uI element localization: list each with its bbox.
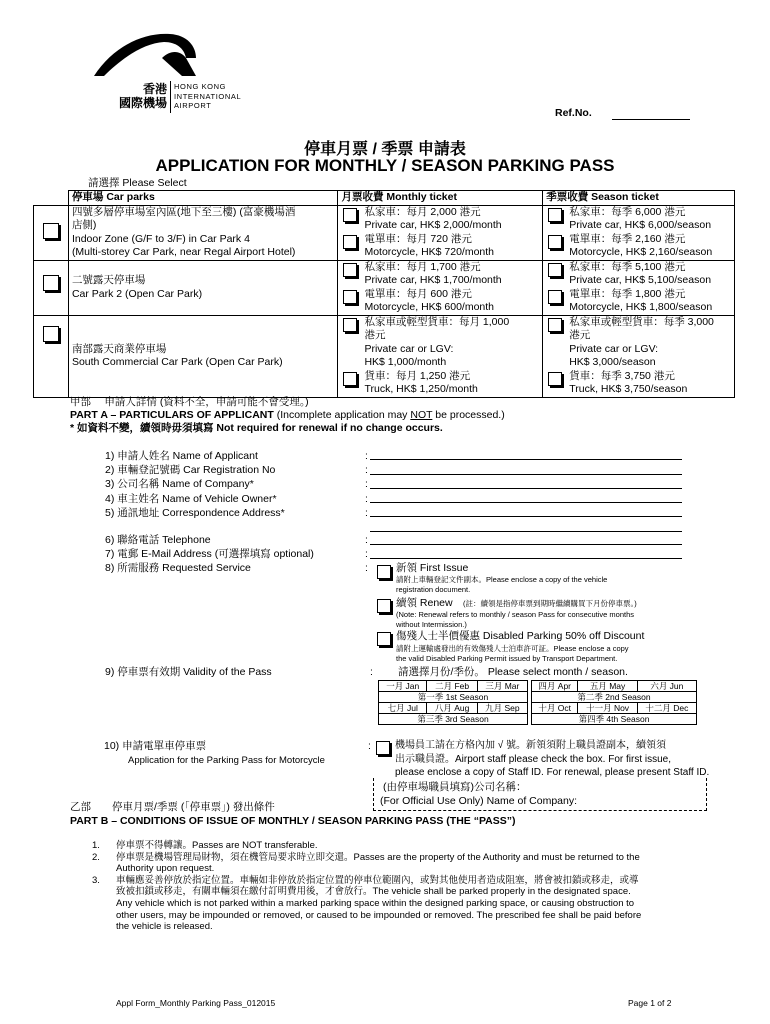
carpark4-checkbox[interactable]	[43, 223, 59, 239]
carpark2-cell	[68, 260, 338, 315]
colon: :	[365, 562, 368, 575]
disabled-discount-note	[396, 644, 629, 664]
moto-label-en: Application for the Parking Pass for Motorcycle	[128, 755, 325, 766]
price-line: 貨車：每季 3,750 港元	[569, 369, 675, 382]
note-line: 請附上車輛登記文件副本。Please enclose a copy of the vehicle	[396, 575, 608, 584]
carpark4-season-cell	[543, 205, 735, 260]
renew-checkbox[interactable]	[377, 599, 391, 613]
title-en: APPLICATION FOR MONTHLY / SEASON PARKING PASS	[155, 156, 615, 175]
condition-number: 3.	[92, 874, 100, 886]
renew-note-line1: (註：續領是指停車票到期時繼續購買下月份停車票。)	[463, 599, 637, 608]
carpark4-monthly-cell	[338, 205, 543, 260]
footer-page-number: Page 1 of 2	[628, 998, 672, 1008]
month-mar-cell[interactable]: 三月 Mar	[477, 681, 527, 692]
footer-form-id: Appl Form_Monthly Parking Pass_012015	[116, 998, 276, 1008]
renew-title: 續領 Renew	[396, 597, 453, 609]
field-label-owner: 4) 車主姓名 Name of Vehicle Owner*	[105, 492, 277, 505]
price-line: 私家車：每月 1,700 港元	[364, 260, 481, 273]
logo-cn-line2: 國際機場	[118, 96, 167, 110]
official-use-en: (For Official Use Only) Name of Company:	[380, 795, 578, 807]
month-jan-cell[interactable]: 一月 Jan	[379, 681, 427, 692]
part-a-heading-en	[70, 409, 505, 422]
month-sep-cell[interactable]: 九月 Sep	[477, 703, 527, 714]
carpark2-monthly-cell	[338, 260, 543, 315]
validity-colon: :	[370, 666, 373, 678]
field-label-registration: 2) 車輛登記號碼 Car Registration No	[105, 464, 276, 477]
condition-text: 車輛應妥善停放於指定位置。車輛如非停放於指定位置的停車位範圍內，或對其他使用者造成阻塞，將會被扣鎖或移走，或導	[116, 874, 639, 886]
month-dec-cell[interactable]: 十二月 Dec	[637, 703, 696, 714]
price-line: Truck, HK$ 1,250/month	[364, 383, 478, 395]
validity-table-h2	[531, 680, 697, 725]
field-label-service: 8) 所需服務 Requested Service	[105, 562, 251, 575]
price-line: Private car, HK$ 1,700/month	[364, 274, 502, 286]
condition-text: Authority upon request.	[116, 863, 215, 875]
applicant-fields-labels	[105, 449, 285, 520]
price-line: Private car or LGV:	[569, 342, 659, 355]
field-label-address: 5) 通訊地址 Correspondence Address*	[105, 506, 285, 519]
note-line: (Note: Renewal refers to monthly / season Pass for consecutive months	[396, 610, 635, 619]
address-input[interactable]	[370, 516, 682, 517]
carpark4-line: 四號多層停車場室內區(地下至三樓) (富豪機場酒	[71, 205, 296, 218]
carpark4-cell	[68, 205, 338, 260]
disabled-discount-checkbox[interactable]	[377, 632, 391, 646]
carpark4-line: Indoor Zone (G/F to 3/F) in Car Park 4	[71, 232, 250, 245]
price-line: 私家車：每季 5,100 港元	[569, 260, 686, 273]
registration-input[interactable]	[370, 474, 682, 475]
price-line: Motorcycle, HK$ 600/month	[364, 301, 495, 313]
header-monthly: 月票收費 Monthly ticket	[338, 191, 543, 206]
moto-text-line: 出示職員證。Airport staff please check the box. For first issue,	[395, 753, 672, 765]
field-label-telephone: 6) 聯絡電話 Telephone	[105, 534, 211, 546]
part-a-heading-cn: 甲部 申請人詳情 (資料不全，申請可能不會受理。)	[70, 396, 309, 408]
colon: :	[365, 450, 368, 462]
contact-fields-labels	[105, 533, 314, 576]
price-line: 港元	[364, 329, 386, 341]
price-line: 私家車或輕型貨車：每月 1,000	[364, 315, 510, 328]
field-label-name: 1) 申請人姓名 Name of Applicant	[105, 450, 258, 462]
note-line: 請附上運輸處發出的有效傷殘人士泊車許可証。Please enclose a copy	[396, 644, 629, 653]
price-line: Private car, HK$ 6,000/season	[569, 219, 712, 231]
condition-text: 停車票不得轉讓。Passes are NOT transferable.	[116, 840, 318, 851]
condition-text: other users, may be impounded or removed, or caused to be impounded or removed. The prescribed fee shall be paid before	[116, 909, 642, 921]
month-feb-cell[interactable]: 二月 Feb	[427, 681, 477, 692]
moto-label-cn: 10) 申請電單車停車票	[104, 740, 207, 752]
carpark2-monthly-car-checkbox[interactable]	[343, 263, 357, 277]
colon: :	[365, 506, 368, 519]
price-line: 私家車：每月 2,000 港元	[364, 205, 481, 218]
title-cn: 停車月票 / 季票 申請表	[304, 141, 466, 158]
renew-label	[396, 597, 453, 610]
logo-en-line2: INTERNATIONAL	[174, 91, 242, 101]
company-input[interactable]	[370, 488, 682, 489]
carpark2-checkbox[interactable]	[43, 275, 59, 291]
first-issue-label: 新領 First Issue	[396, 562, 469, 574]
header-season: 季票收費 Season ticket	[543, 191, 735, 206]
season4-cell[interactable]: 第四季 4th Season	[532, 714, 697, 725]
south-season-lgv-checkbox[interactable]	[548, 318, 562, 332]
carpark2-season-cell	[543, 260, 735, 315]
carpark2-line: 二號露天停車場	[71, 274, 146, 286]
validity-label: 9) 停車票有效期 Validity of the Pass	[105, 666, 272, 678]
south-monthly-cell	[338, 315, 543, 397]
renewal-note: * 如資料不變，續領時毋須填寫 Not required for renewal if no change occurs.	[70, 422, 443, 434]
logo-swoosh-icon	[92, 28, 202, 80]
contact-colons	[365, 533, 368, 576]
note-line: registration document.	[396, 585, 471, 594]
price-line: 電單車：每月 720 港元	[364, 232, 472, 245]
month-nov-cell[interactable]: 十一月 Nov	[578, 703, 637, 714]
price-line: Private car, HK$ 2,000/month	[364, 219, 502, 231]
price-line: 電單車：每季 2,160 港元	[569, 232, 686, 245]
condition-number: 1.	[92, 840, 100, 851]
address-input-line2[interactable]	[370, 531, 682, 532]
parking-selection-table	[33, 190, 735, 398]
validity-table-h1	[378, 680, 528, 725]
colon: :	[365, 492, 368, 505]
part-a-title: PART A – PARTICULARS OF APPLICANT	[70, 409, 274, 421]
price-line: Motorcycle, HK$ 1,800/season	[569, 301, 713, 313]
applicant-name-input[interactable]	[370, 459, 682, 460]
south-commercial-line: 南部露天商業停車場	[71, 342, 167, 355]
field-colons	[365, 449, 368, 520]
validity-prompt: 請選擇月份/季份。 Please select month / season.	[398, 666, 628, 678]
note-line: the valid Disabled Parking Permit issued by Transport Department.	[396, 654, 618, 663]
part-b-heading-en: PART B – CONDITIONS OF ISSUE OF MONTHLY / SEASON PARKING PASS (THE “PASS”)	[70, 815, 516, 827]
price-line: HK$ 1,000/month	[364, 356, 447, 368]
condition-number: 2.	[92, 851, 100, 863]
ref-no-label: Ref.No.	[555, 107, 592, 119]
month-may-cell[interactable]: 五月 May	[578, 681, 637, 692]
price-line: HK$ 3,000/season	[569, 356, 656, 368]
carpark4-monthly-car-checkbox[interactable]	[343, 208, 357, 222]
month-oct-cell[interactable]: 十月 Oct	[532, 703, 578, 714]
moto-text-line: 機場員工請在方格內加 √ 號。新領須附上職員證副本，續領須	[395, 740, 667, 751]
colon: :	[365, 464, 368, 477]
carpark2-season-car-checkbox[interactable]	[548, 263, 562, 277]
south-season-truck-checkbox[interactable]	[548, 372, 562, 386]
price-line: Private car or LGV:	[364, 342, 454, 355]
month-apr-cell[interactable]: 四月 Apr	[532, 681, 578, 692]
south-commercial-checkbox[interactable]	[43, 326, 59, 342]
price-line: 私家車：每季 6,000 港元	[569, 205, 686, 218]
carpark2-line: Car Park 2 (Open Car Park)	[71, 287, 203, 300]
logo-cn-line1: 香港	[142, 82, 167, 96]
carpark4-monthly-moto-checkbox[interactable]	[343, 235, 357, 249]
south-monthly-truck-checkbox[interactable]	[343, 372, 357, 386]
colon: :	[365, 548, 368, 561]
price-line: 私家車或輕型貨車：每季 3,000	[569, 315, 714, 328]
colon: :	[365, 534, 368, 546]
price-line: 貨車：每月 1,250 港元	[364, 369, 471, 382]
part-a-not: NOT	[410, 409, 433, 421]
note-line: without Intermission.)	[396, 620, 467, 629]
price-line: 電單車：每季 1,800 港元	[569, 287, 686, 300]
colon: :	[365, 478, 368, 491]
carpark2-monthly-moto-checkbox[interactable]	[343, 290, 357, 304]
condition-text: the vehicle is released.	[116, 921, 213, 933]
condition-text: Any vehicle which is not parked within a marked parking space within the designed parking space, or causing obstruction to	[116, 897, 635, 909]
moto-colon: :	[368, 740, 371, 752]
month-aug-cell[interactable]: 八月 Aug	[427, 703, 477, 714]
carpark4-season-car-checkbox[interactable]	[548, 208, 562, 222]
part-b-heading-cn: 乙部 停車月票/季票 (「停車票」) 發出條件	[70, 801, 275, 813]
price-line: Motorcycle, HK$ 2,160/season	[569, 246, 713, 258]
season1-cell[interactable]: 第一季 1st Season	[379, 692, 528, 703]
condition-text: 停車票是機場管理局財物，須在機管局要求時立即交還。Passes are the property of the Authority and must be returned to the	[116, 851, 640, 863]
moto-text-line: please enclose a copy of Staff ID. For renewal, please present Staff ID.	[395, 767, 710, 778]
ref-no-field[interactable]	[612, 119, 690, 120]
month-jul-cell[interactable]: 七月 Jul	[379, 703, 427, 714]
season3-cell[interactable]: 第三季 3rd Season	[379, 714, 528, 725]
carpark4-season-moto-checkbox[interactable]	[548, 235, 562, 249]
carpark2-season-moto-checkbox[interactable]	[548, 290, 562, 304]
disabled-discount-label: 傷殘人士半價優惠 Disabled Parking 50% off Discount	[396, 630, 645, 642]
condition-text: 致被扣鎖或移走，有關車輛須在繳付訂明費用後，才會放行。The vehicle shall be parked properly in the designated space.	[116, 886, 631, 898]
telephone-input[interactable]	[370, 544, 682, 545]
price-line: 港元	[569, 329, 591, 341]
official-use-cn: (由停車場職員填寫)公司名稱：	[383, 781, 527, 793]
airport-logo	[92, 28, 262, 113]
south-season-cell	[543, 315, 735, 397]
logo-en-line1: HONG KONG	[174, 82, 227, 91]
moto-instructions	[395, 739, 709, 780]
field-label-email: 7) 電郵 E-Mail Address (可選擇填寫 optional)	[105, 548, 314, 561]
price-line: Motorcycle, HK$ 720/month	[364, 246, 495, 258]
carpark4-line: 店側)	[71, 219, 97, 231]
field-label-company: 3) 公司名稱 Name of Company*	[105, 478, 254, 491]
price-line: Truck, HK$ 3,750/season	[569, 383, 688, 395]
motorcycle-checkbox[interactable]	[376, 741, 390, 755]
price-line: Private car, HK$ 5,100/season	[569, 274, 712, 286]
south-commercial-line: South Commercial Car Park (Open Car Park)	[71, 356, 283, 368]
south-monthly-lgv-checkbox[interactable]	[343, 318, 357, 332]
owner-input[interactable]	[370, 502, 682, 503]
season2-cell[interactable]: 第二季 2nd Season	[532, 692, 697, 703]
south-commercial-cell	[68, 315, 338, 397]
logo-en-line3: AIRPORT	[174, 101, 212, 110]
part-a-note-a: (Incomplete application may	[273, 409, 411, 421]
email-input[interactable]	[370, 558, 682, 559]
first-issue-checkbox[interactable]	[377, 565, 391, 579]
month-jun-cell[interactable]: 六月 Jun	[637, 681, 696, 692]
header-car-parks: 停車場 Car parks	[68, 191, 338, 206]
first-issue-note	[396, 575, 607, 595]
price-line: 電單車：每月 600 港元	[364, 287, 472, 300]
carpark4-line: (Multi-storey Car Park, near Regal Airport Hotel)	[71, 246, 296, 258]
part-a-note-c: be processed.)	[432, 409, 505, 421]
renew-note	[396, 610, 634, 630]
please-select-label: 請選擇 Please Select	[88, 177, 187, 189]
